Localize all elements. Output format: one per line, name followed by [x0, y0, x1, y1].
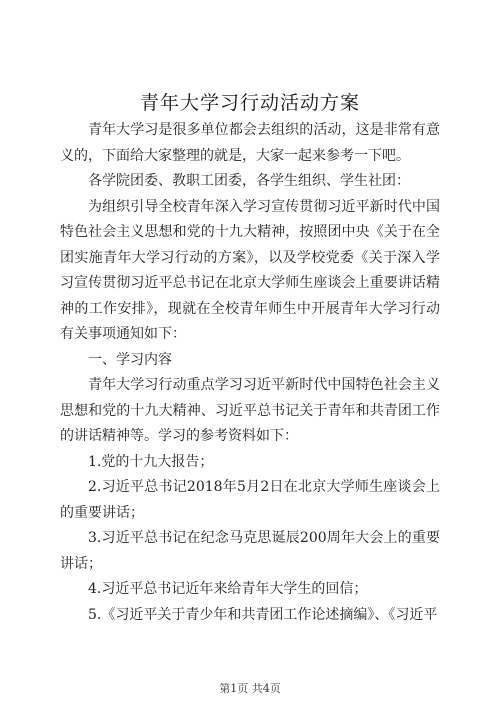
section-heading: 一、学习内容 [88, 351, 172, 368]
document-body [60, 118, 440, 628]
list-item: 5.《习近平关于青少年和共青团工作论述摘编》、《习近平 [88, 606, 438, 623]
list-item: 2.习近平总书记2018年5月2日在北京大学师生座谈会上的重要讲话； [60, 479, 440, 521]
list-item: 4.习近平总书记近年来给青年大学生的回信； [88, 581, 368, 597]
paragraph-salutation: 各学院团委、教职工团委，各学生组织、学生社团： [88, 173, 410, 189]
document-title: 青年大学习行动活动方案 [139, 92, 360, 114]
list-item: 1.党的十九大报告； [88, 453, 214, 470]
paragraph-purpose: 为组织引导全校青年深入学习宣传贯彻习近平新时代中国特色社会主义思想和党的十九大精神，按照团中央《关于在全团实施青年大学习行动的方案》，以及学校党委《关于深入学习宣传贯彻习近平总书记在北京大学师生座谈会上重要讲话精神的工作安排》，现就在全校青年师生中开展青年大学习行动有关事项通知如下： [60, 198, 440, 342]
page-footer: 第1页 共4页 [219, 682, 281, 695]
paragraph-content: 青年大学习行动重点学习习近平新时代中国特色社会主义思想和党的十九大精神、习近平总书记关于青年和共青团工作的讲话精神等。学习的参考资料如下： [60, 377, 440, 444]
paragraph-intro: 青年大学习是很多单位都会去组织的活动，这是非常有意义的，下面给大家整理的就是，大家一起来参考一下吧。 [60, 122, 440, 164]
list-item: 3.习近平总书记在纪念马克思诞辰200周年大会上的重要讲话； [60, 530, 440, 572]
